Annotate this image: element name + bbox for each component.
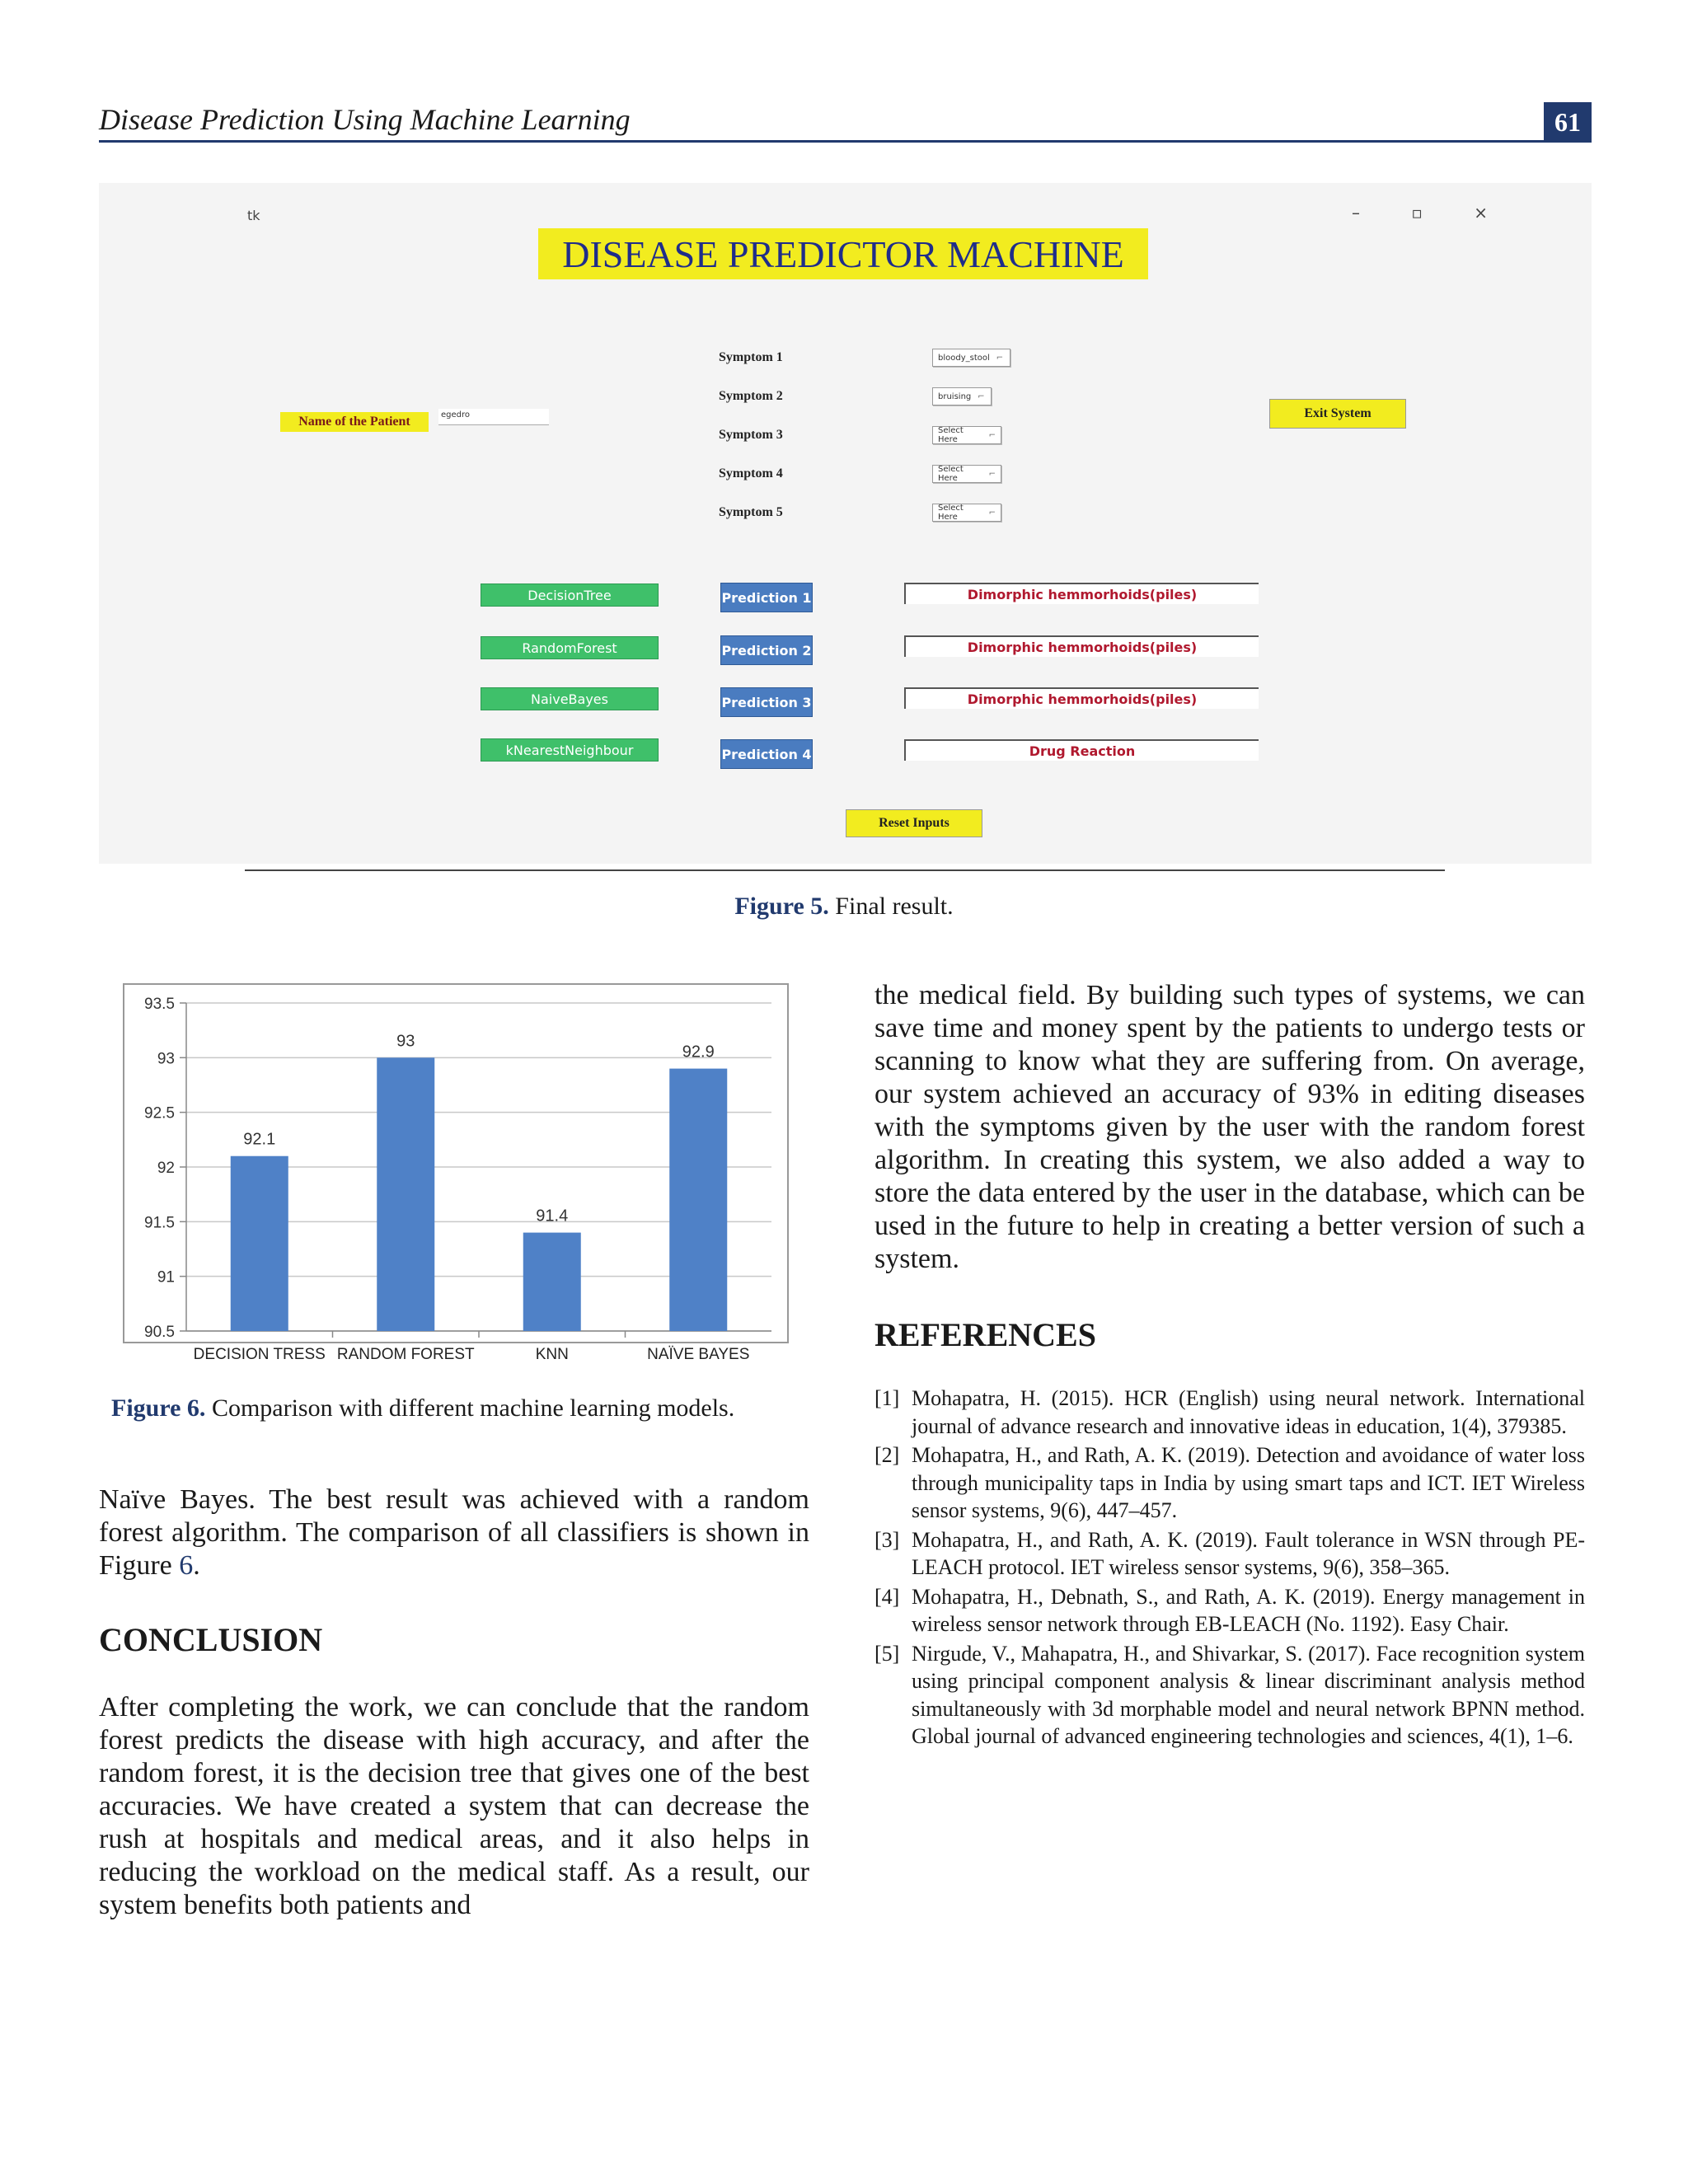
bar	[377, 1057, 434, 1331]
reference-item	[874, 1640, 1585, 1750]
symptom-1-value: bloody_stool	[938, 353, 990, 363]
figure-6-link[interactable]: 6	[179, 1550, 194, 1581]
y-tick-label: 93.5	[144, 996, 175, 1013]
symptom-4-select[interactable]	[932, 465, 1001, 483]
patient-name-input[interactable]: egedro	[438, 409, 549, 425]
reference-item	[874, 1385, 1585, 1440]
symptom-1-label: Symptom 1	[719, 350, 783, 364]
symptom-4-label: Symptom 4	[719, 466, 783, 480]
reference-text: Mohapatra, H., and Rath, A. K. (2019). Detection and avoidance of water loss through municipality taps in India by using smart taps and ICT. IET Wireless sensor systems, 9(6), 447–457.	[912, 1443, 1585, 1522]
figure-5-screenshot	[99, 183, 1592, 864]
result-2: Dimorphic hemmorhoids(piles)	[904, 635, 1259, 657]
figure-5-caption-label: Figure 5.	[734, 893, 829, 920]
prediction-4-button[interactable]: Prediction 4	[720, 739, 813, 769]
bar	[523, 1233, 581, 1331]
figure-5-caption-text: Final result.	[828, 893, 954, 920]
symptom-2-select[interactable]	[932, 387, 992, 405]
reference-text: Mohapatra, H., Debnath, S., and Rath, A. K. (2019). Energy management in wireless sensor network through EB-LEACH (No. 1192). Easy Chair.	[912, 1584, 1585, 1636]
bar-value-label: 92.9	[682, 1043, 715, 1062]
x-category-label: RANDOM FOREST	[336, 1346, 475, 1363]
bar	[231, 1156, 288, 1331]
y-tick-label: 92	[157, 1160, 175, 1177]
reference-item	[874, 1526, 1585, 1582]
symptom-4-value: Select Here	[938, 465, 964, 483]
reference-number: [5]	[874, 1641, 900, 1666]
reference-number: [4]	[874, 1584, 900, 1609]
symptom-5-value: Select Here	[938, 504, 964, 522]
y-tick-label: 92.5	[144, 1104, 175, 1122]
tk-window-icon: tk	[247, 208, 260, 223]
x-category-label: NAÏVE BAYES	[647, 1346, 750, 1363]
figure-5-caption	[0, 893, 1688, 921]
prediction-1-button[interactable]: Prediction 1	[720, 583, 813, 612]
running-title: Disease Prediction Using Machine Learning	[99, 103, 631, 136]
knn-button[interactable]: kNearestNeighbour	[481, 738, 659, 762]
bar-value-label: 92.1	[243, 1130, 276, 1149]
naive-bayes-button[interactable]: NaiveBayes	[481, 687, 659, 710]
left-paragraph-end: .	[193, 1550, 200, 1581]
prediction-3-button[interactable]: Prediction 3	[720, 687, 813, 717]
reference-item	[874, 1441, 1585, 1525]
references-heading: REFERENCES	[874, 1316, 1096, 1353]
dropdown-icon: ⌐	[988, 430, 996, 440]
header-rule	[99, 140, 1592, 143]
bar-value-label: 93	[396, 1032, 415, 1051]
symptom-3-label: Symptom 3	[719, 428, 783, 442]
figure-6-caption-text: Comparison with different machine learning models.	[205, 1394, 735, 1422]
page-number: 61	[1544, 102, 1592, 142]
symptom-3-select[interactable]	[932, 426, 1001, 444]
reference-text: Nirgude, V., Mahapatra, H., and Shivarkar, S. (2017). Face recognition system using principal component analysis & linear discriminant analysis method simultaneously with 3d morphable model and neural network BPNN method. Global journal of advanced engineering technologies and sciences, 4(1), 1–6.	[912, 1641, 1585, 1748]
figure-6-caption	[111, 1394, 734, 1422]
x-category-label: KNN	[535, 1346, 569, 1363]
reset-inputs-button[interactable]: Reset Inputs	[846, 809, 982, 837]
dropdown-icon: ⌐	[978, 391, 985, 401]
figure-rule	[245, 869, 1445, 871]
symptom-2-value: bruising	[938, 391, 972, 401]
y-tick-label: 91	[157, 1268, 175, 1286]
result-4: Drug Reaction	[904, 739, 1259, 761]
figure-6-chart	[123, 983, 789, 1363]
dropdown-icon: ⌐	[996, 353, 1004, 363]
x-category-label: DECISION TRESS	[193, 1346, 326, 1363]
bar-value-label: 91.4	[536, 1207, 569, 1226]
symptom-5-select[interactable]	[932, 504, 1001, 522]
reference-list	[874, 1385, 1585, 1752]
result-3: Dimorphic hemmorhoids(piles)	[904, 687, 1259, 709]
conclusion-heading: CONCLUSION	[99, 1621, 323, 1658]
conclusion-paragraph: After completing the work, we can conclude that the random forest predicts the disease with high accuracy, and after the random forest, it is the decision tree that gives one of the best accuracies. We have created a system that can decrease the rush at hospitals and medical areas, and it also helps in reducing the workload on the medical staff. As a result, our system benefits both patients and	[99, 1692, 809, 1920]
app-title: DISEASE PREDICTOR MACHINE	[538, 228, 1148, 279]
random-forest-button[interactable]: RandomForest	[481, 636, 659, 659]
reference-item	[874, 1583, 1585, 1638]
reference-text: Mohapatra, H. (2015). HCR (English) using neural network. International journal of advance research and innovative ideas in education, 1(4), 379385.	[912, 1386, 1585, 1438]
reference-number: [1]	[874, 1386, 900, 1410]
window-controls[interactable]: – ▫ ×	[1352, 203, 1512, 223]
y-tick-label: 93	[157, 1050, 175, 1068]
prediction-2-button[interactable]: Prediction 2	[720, 635, 813, 665]
left-paragraph	[99, 1483, 809, 1582]
decision-tree-button[interactable]: DecisionTree	[481, 583, 659, 607]
dropdown-icon: ⌐	[988, 508, 996, 518]
figure-6-caption-label: Figure 6.	[111, 1394, 206, 1422]
symptom-1-select[interactable]	[932, 349, 1010, 367]
y-tick-label: 91.5	[144, 1214, 175, 1232]
left-paragraph-text: Naïve Bayes. The best result was achieved with a random forest algorithm. The comparison of all classifiers is shown in Figure	[99, 1484, 809, 1581]
right-paragraph: the medical field. By building such types of systems, we can save time and money spent by the patients to undergo tests or scanning to know what they are suffering from. On average, our system achieved an accuracy of 93% in editing diseases with the symptoms given by the user with the random forest algorithm. In creating this system, we also added a way to store the data entered by the user in the database, which can be used in the future to help in creating a better version of such a system.	[874, 980, 1585, 1274]
bar	[669, 1069, 727, 1331]
patient-name-label: Name of the Patient	[280, 412, 429, 432]
reference-number: [2]	[874, 1443, 900, 1467]
dropdown-icon: ⌐	[988, 469, 996, 479]
symptom-3-value: Select Here	[938, 426, 964, 444]
result-1: Dimorphic hemmorhoids(piles)	[904, 583, 1259, 604]
symptom-2-label: Symptom 2	[719, 389, 783, 403]
y-tick-label: 90.5	[144, 1324, 175, 1341]
reference-number: [3]	[874, 1527, 900, 1552]
reference-text: Mohapatra, H., and Rath, A. K. (2019). Fault tolerance in WSN through PE-LEACH protocol. IET wireless sensor systems, 9(6), 358–365.	[912, 1527, 1585, 1579]
bar-chart-svg	[124, 985, 787, 1363]
exit-system-button[interactable]: Exit System	[1269, 399, 1406, 429]
symptom-5-label: Symptom 5	[719, 505, 783, 519]
